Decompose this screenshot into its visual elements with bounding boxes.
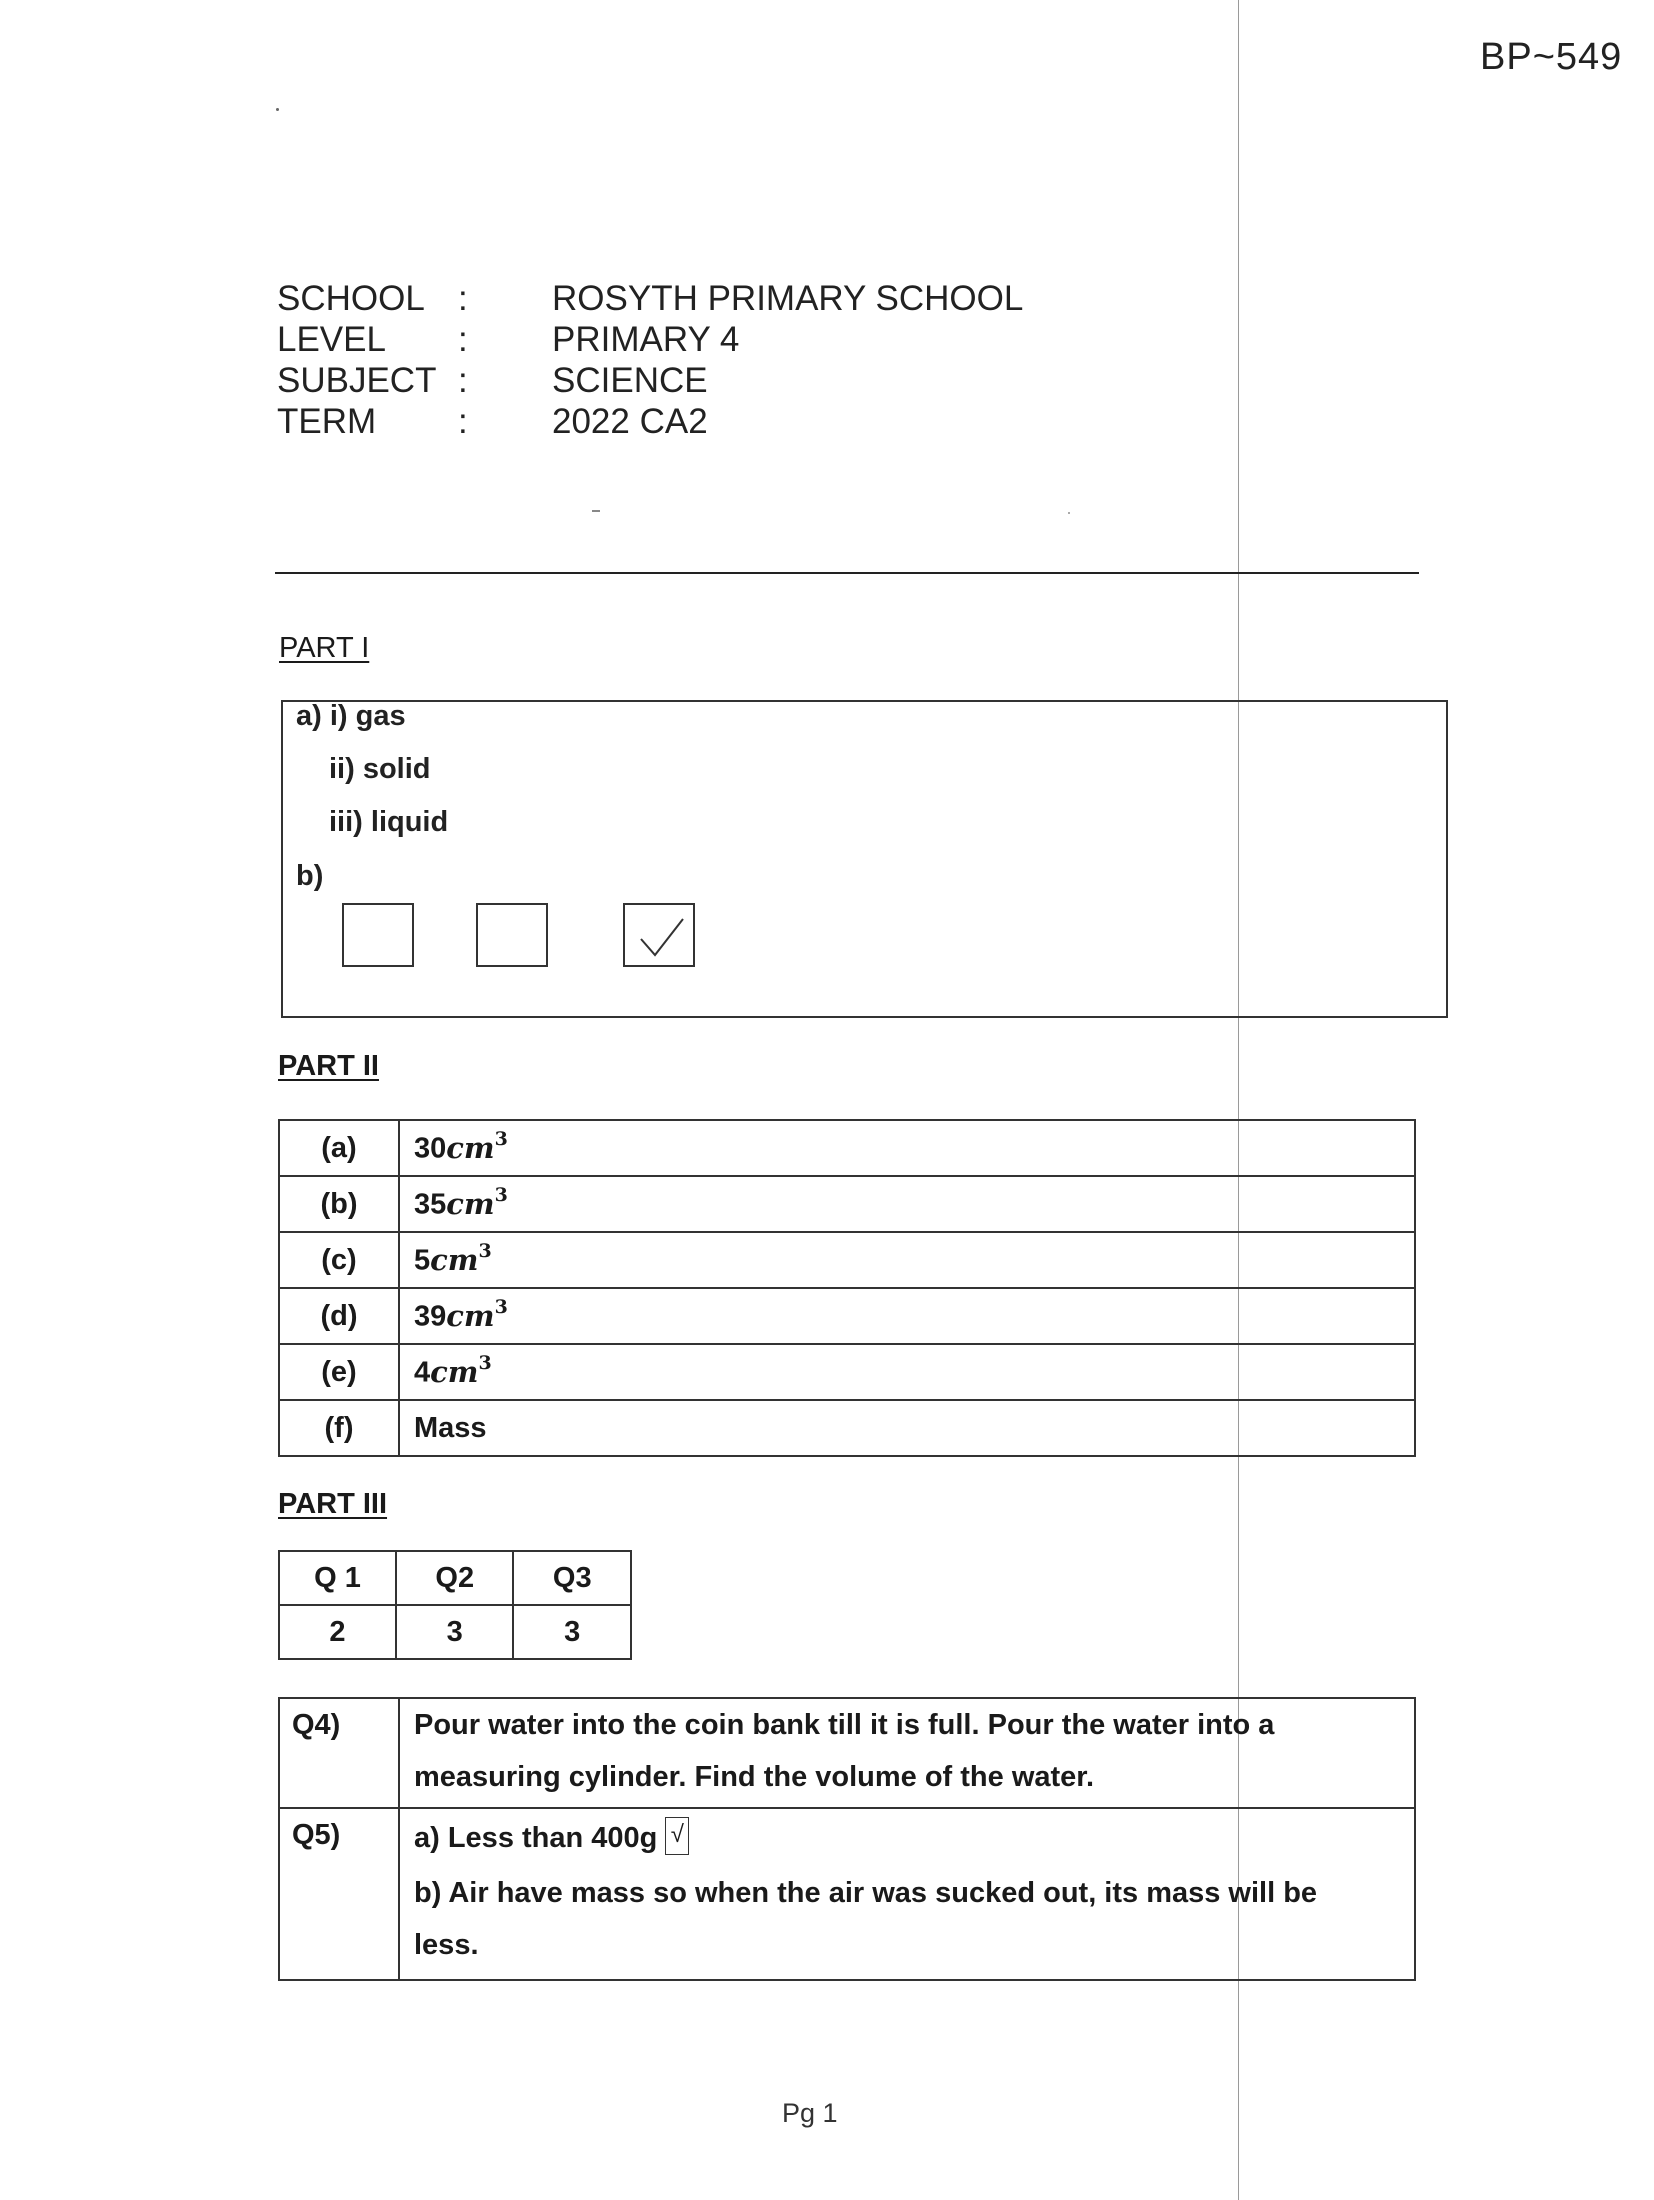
row-value bbox=[399, 1288, 1415, 1344]
answer-cell: 2 bbox=[279, 1605, 396, 1659]
row-label: (a) bbox=[279, 1120, 399, 1176]
header-key-term: TERM bbox=[277, 402, 377, 441]
part1-line-a-iii: iii) liquid bbox=[329, 806, 449, 838]
value-exponent: 3 bbox=[494, 1128, 508, 1151]
table-row bbox=[279, 1808, 1415, 1980]
part1-line-b: b) bbox=[296, 860, 324, 892]
value-exponent: 3 bbox=[494, 1184, 508, 1207]
header-value-level: PRIMARY 4 bbox=[552, 320, 740, 359]
table-row bbox=[279, 1176, 1415, 1232]
scan-dash bbox=[592, 510, 600, 512]
table-row bbox=[279, 1400, 1415, 1456]
part1-title: PART I bbox=[279, 632, 370, 664]
row-value bbox=[399, 1232, 1415, 1288]
row-value bbox=[399, 1120, 1415, 1176]
value-unit: cm bbox=[430, 1242, 479, 1277]
page-number: Pg 1 bbox=[782, 2098, 838, 2128]
header-key-school: SCHOOL bbox=[277, 279, 425, 318]
header-rule bbox=[275, 572, 1419, 574]
header-key-subject: SUBJECT bbox=[277, 361, 437, 400]
answer-line: b) Air have mass so when the air was sucked out, its mass will be bbox=[414, 1877, 1318, 1909]
value-unit: cm bbox=[446, 1130, 495, 1165]
question-header: Q2 bbox=[396, 1551, 514, 1605]
question-header: Q 1 bbox=[279, 1551, 396, 1605]
value-unit: cm bbox=[446, 1186, 495, 1221]
value-exponent: 3 bbox=[478, 1352, 492, 1375]
answer-cell bbox=[399, 1808, 1415, 1980]
answer-line: less. bbox=[414, 1929, 479, 1961]
row-label: (c) bbox=[279, 1232, 399, 1288]
checkbox-2[interactable] bbox=[476, 903, 548, 967]
part2-title: PART II bbox=[278, 1050, 379, 1082]
tick-box: √ bbox=[665, 1817, 689, 1855]
table-row bbox=[279, 1120, 1415, 1176]
header-key-level: LEVEL bbox=[277, 320, 386, 359]
header-value-term: 2022 CA2 bbox=[552, 402, 708, 441]
checkbox-3-checked[interactable] bbox=[623, 903, 695, 967]
row-value bbox=[399, 1176, 1415, 1232]
header-colon: : bbox=[458, 402, 468, 441]
value-unit: cm bbox=[446, 1298, 495, 1333]
header-colon: : bbox=[458, 279, 468, 318]
table-row bbox=[279, 1698, 1415, 1808]
row-label: (b) bbox=[279, 1176, 399, 1232]
row-label: (e) bbox=[279, 1344, 399, 1400]
answer-a-text: a) Less than 400g bbox=[414, 1822, 658, 1854]
part3-title: PART III bbox=[278, 1488, 388, 1520]
answer-line: measuring cylinder. Find the volume of the water. bbox=[414, 1761, 1095, 1793]
part1-line-a-ii: ii) solid bbox=[329, 753, 431, 785]
value-number: 30 bbox=[414, 1132, 447, 1165]
value-number: 5 bbox=[414, 1244, 431, 1277]
row-label: (f) bbox=[279, 1400, 399, 1456]
part1-answer-box bbox=[281, 700, 1448, 1018]
table-row bbox=[279, 1288, 1415, 1344]
scan-dot bbox=[1068, 512, 1070, 514]
checkbox-1[interactable] bbox=[342, 903, 414, 967]
header-colon: : bbox=[458, 320, 468, 359]
row-value: Mass bbox=[399, 1400, 1415, 1456]
question-label: Q4) bbox=[279, 1698, 399, 1808]
value-exponent: 3 bbox=[478, 1240, 492, 1263]
value-number: 39 bbox=[414, 1300, 447, 1333]
scan-dot bbox=[276, 108, 279, 111]
value-unit: cm bbox=[430, 1354, 479, 1389]
header-colon: : bbox=[458, 361, 468, 400]
answer-cell: 3 bbox=[396, 1605, 514, 1659]
part3-mcq-table bbox=[278, 1550, 632, 1660]
answer-cell: 3 bbox=[513, 1605, 631, 1659]
table-row bbox=[279, 1605, 631, 1659]
answer-line bbox=[414, 1809, 1400, 1867]
header-value-school: ROSYTH PRIMARY SCHOOL bbox=[552, 279, 1024, 318]
header-value-subject: SCIENCE bbox=[552, 361, 708, 400]
table-row bbox=[279, 1232, 1415, 1288]
part3-open-table bbox=[278, 1697, 1416, 1981]
value-number: 4 bbox=[414, 1356, 431, 1389]
value-number: 35 bbox=[414, 1188, 447, 1221]
page-code: BP~549 bbox=[1480, 36, 1623, 78]
question-header: Q3 bbox=[513, 1551, 631, 1605]
part1-line-a-i: a) i) gas bbox=[296, 700, 406, 732]
answer-cell bbox=[399, 1698, 1415, 1808]
answer-line: Pour water into the coin bank till it is full. Pour the water into a bbox=[414, 1709, 1275, 1741]
row-label: (d) bbox=[279, 1288, 399, 1344]
part2-table bbox=[278, 1119, 1416, 1457]
table-row bbox=[279, 1344, 1415, 1400]
tick-icon bbox=[625, 905, 697, 969]
value-exponent: 3 bbox=[494, 1296, 508, 1319]
table-row bbox=[279, 1551, 631, 1605]
row-value bbox=[399, 1344, 1415, 1400]
question-label: Q5) bbox=[279, 1808, 399, 1980]
